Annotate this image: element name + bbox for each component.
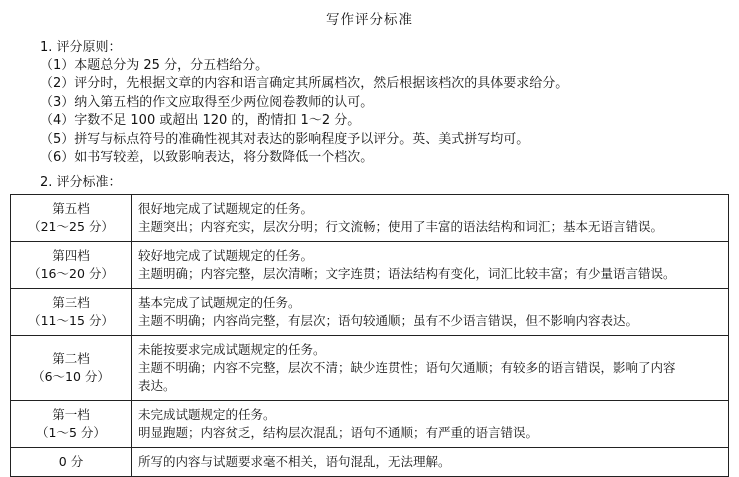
principles-list	[10, 57, 729, 167]
rubric-description-line: 主题明确；内容完整，层次清晰；文字连贯；语法结构有变化，词汇比较丰富；有少量语言错误。	[138, 266, 676, 282]
rubric-score-range: （11～15 分）	[28, 313, 114, 329]
rubric-table	[10, 194, 729, 477]
list-item: （3）纳入第五档的作文应取得至少两位阅卷教师的认可。	[40, 94, 374, 110]
rubric-band-label: 第四档	[52, 248, 90, 264]
rubric-description-cell	[132, 195, 729, 242]
table-row	[11, 336, 729, 401]
rubric-band-label: 第三档	[52, 295, 90, 311]
list-item: （2）评分时，先根据文章的内容和语言确定其所属档次，然后根据该档次的具体要求给分。	[40, 76, 569, 92]
rubric-level-cell	[11, 401, 132, 448]
standards-heading: 2. 评分标准：	[40, 175, 122, 191]
rubric-band-label: 0 分	[58, 454, 84, 470]
list-item: （6）如书写较差，以致影响表达，将分数降低一个档次。	[40, 150, 374, 166]
rubric-score-range: （21～25 分）	[28, 219, 114, 235]
table-row	[11, 448, 729, 477]
rubric-score-range: （16～20 分）	[28, 266, 114, 282]
rubric-description-cell	[132, 401, 729, 448]
rubric-band-label: 第一档	[52, 407, 90, 423]
rubric-level-cell	[11, 336, 132, 401]
rubric-description-line: 主题突出；内容充实，层次分明；行文流畅；使用了丰富的语法结构和词汇；基本无语言错误。	[138, 219, 664, 235]
rubric-band-label: 第五档	[52, 201, 90, 217]
rubric-description-line: 主题不明确；内容不完整，层次不清；缺少连贯性；语句欠通顺；有较多的语言错误，影响了内容	[138, 360, 676, 376]
rubric-level-cell	[11, 242, 132, 289]
list-item: （4）字数不足 100 或超出 120 的，酌情扣 1～2 分。	[40, 113, 361, 129]
rubric-score-range: （1～5 分）	[36, 425, 106, 441]
rubric-description-line: 所写的内容与试题要求毫不相关，语句混乱，无法理解。	[138, 454, 451, 470]
rubric-description-cell	[132, 242, 729, 289]
table-row	[11, 401, 729, 448]
table-row	[11, 242, 729, 289]
rubric-description-line: 基本完成了试题规定的任务。	[138, 295, 301, 311]
list-item: （1）本题总分为 25 分，分五档给分。	[40, 58, 269, 73]
rubric-description-line: 较好地完成了试题规定的任务。	[138, 248, 314, 264]
list-item: （5）拼写与标点符号的准确性视其对表达的影响程度予以评分。英、美式拼写均可。	[40, 131, 530, 147]
rubric-description-line: 未能按要求完成试题规定的任务。	[138, 342, 326, 358]
principles-heading: 1. 评分原则：	[40, 40, 122, 55]
rubric-score-range: （6～10 分）	[32, 369, 110, 385]
rubric-description-line: 明显跑题；内容贫乏，结构层次混乱；语句不通顺；有严重的语言错误。	[138, 425, 539, 441]
page-title: 写作评分标准	[326, 12, 413, 28]
rubric-description-line: 未完成试题规定的任务。	[138, 407, 276, 423]
table-row	[11, 289, 729, 336]
rubric-description-cell	[132, 289, 729, 336]
rubric-level-cell	[11, 289, 132, 336]
rubric-level-cell	[11, 448, 132, 477]
rubric-description-line: 很好地完成了试题规定的任务。	[138, 201, 314, 217]
rubric-description-cell	[132, 336, 729, 401]
table-row	[11, 195, 729, 242]
rubric-description-cell	[132, 448, 729, 477]
rubric-description-line: 主题不明确；内容尚完整，有层次；语句较通顺；虽有不少语言错误，但不影响内容表达。	[138, 313, 639, 329]
rubric-level-cell	[11, 195, 132, 242]
rubric-description-line: 表达。	[138, 378, 176, 394]
rubric-band-label: 第二档	[52, 351, 90, 367]
